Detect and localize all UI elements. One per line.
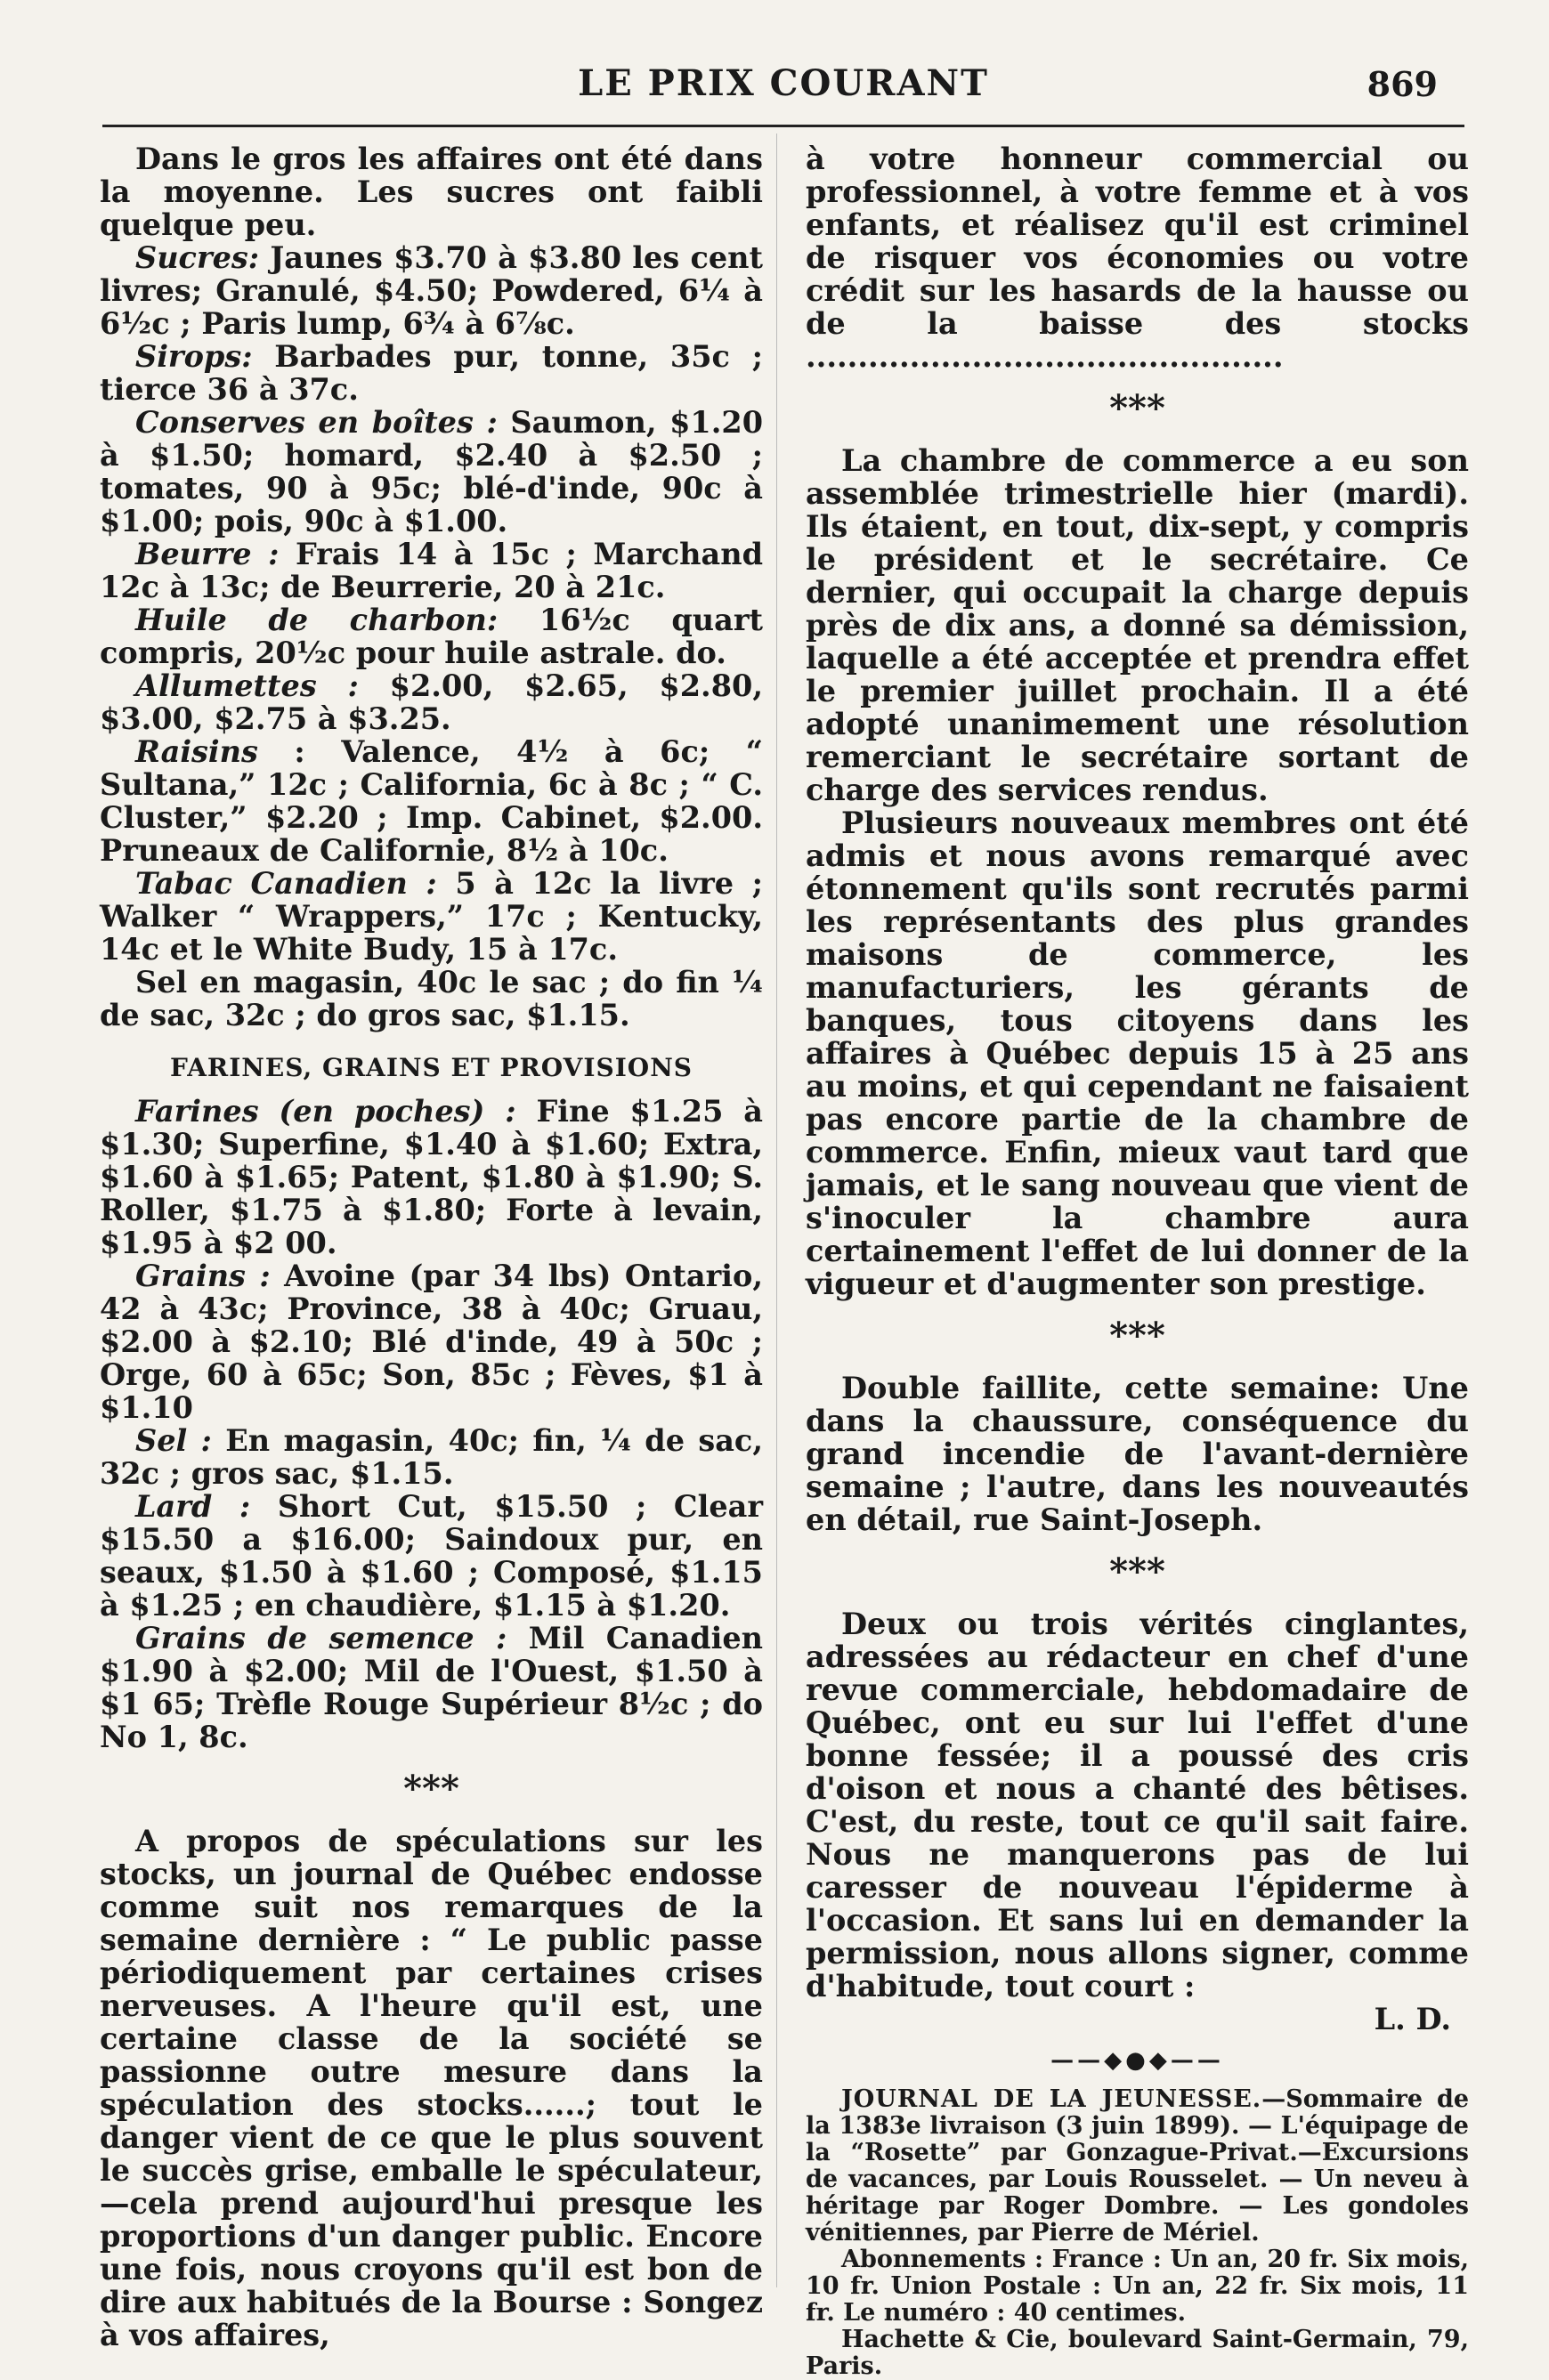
left-column — [100, 142, 763, 2352]
journal-text: —Sommaire de la 1383e livraison (3 juin 1899). — L'équipage de la “Rosette” par Gonzague-Privat.—Excursions de vacances, par Louis Rousselet. — Un neveu à héritage par Roger Dombre. — Les gondoles vénitiennes, par Pierre de Mériel. — [806, 2085, 1470, 2246]
subscriptions: Abonnements : France : Un an, 20 fr. Six mois, 10 fr. Union Postale : Un an, 22 fr. Six mois, 11 fr. Le numéro : 40 centimes. — [806, 2246, 1469, 2327]
price-text: Fine $1.25 à $1.30; Superfine, $1.40 à $1.60; Extra, $1.60 à $1.65; Patent, $1.80 à $1.90; S. Roller, $1.75 à $1.80; Forte à levain, $1.95 à $2 00. — [100, 1094, 763, 1260]
chambre-article: La chambre de commerce a eu son assemblée trimestrielle hier (mardi). Ils étaient, en tout, dix-sept, y compris le président et le secrétaire. Ce dernier, qui occupait la charge depuis près de dix ans, a donné sa démission, laquelle a été acceptée et prendra effet le premier juillet prochain. Il a été adopté unanimement une résolution remerciant le secrétaire sortant de charge des services rendus. — [806, 443, 1469, 807]
asterism: *** — [403, 1768, 459, 1809]
page-number: 869 — [1367, 64, 1438, 104]
price-label: Raisins — [135, 734, 258, 769]
price-text: 16½c quart compris, 20½c pour huile astrale. do. — [100, 603, 763, 670]
price-item — [100, 1490, 763, 1622]
speculation-continuation: à votre honneur commercial ou professionnel, à votre femme et à vos enfants, et réalisez qu'il est criminel de risquer vos économies ou votre crédit sur les hasards de la hausse ou de la baisse des stocks .............................................. — [806, 142, 1469, 374]
price-label: Sucres: — [135, 240, 260, 275]
price-label: Sel : — [135, 1423, 212, 1458]
price-text: Mil Canadien $1.90 à $2.00; Mil de l'Ouest, $1.50 à $1 65; Trèfle Rouge Supérieur 8½c ; do No 1, 8c. — [100, 1621, 763, 1754]
journal-notice — [806, 2086, 1469, 2380]
price-text: $2.00, $2.65, $2.80, $3.00, $2.75 à $3.25. — [100, 668, 763, 736]
journal-summary — [806, 2086, 1469, 2246]
price-item — [100, 603, 763, 669]
price-item — [100, 867, 763, 966]
asterism: *** — [1109, 1315, 1165, 1356]
price-item — [100, 406, 763, 538]
ornament-rule: ——◆●◆—— — [1050, 2047, 1224, 2074]
market-intro: Dans le gros les affaires ont été dans la moyenne. Les sucres ont faibli quelque peu. — [100, 142, 763, 242]
price-text: En magasin, 40c; fin, ¼ de sac, 32c ; gros sac, $1.15. — [100, 1423, 763, 1491]
price-text: Avoine (par 34 lbs) Ontario, 42 à 43c; Province, 38 à 40c; Gruau, $2.00 à $2.10; Blé d'inde, 49 à 50c ; Orge, 60 à 65c; Son, 85c ; Fèves, $1 à $1.10 — [100, 1259, 763, 1425]
price-item — [100, 1095, 763, 1259]
price-label: Allumettes : — [135, 668, 359, 703]
price-label: Tabac Canadien : — [135, 866, 437, 901]
column-divider — [776, 134, 777, 2287]
price-text: Saumon, $1.20 à $1.50; homard, $2.40 à $2.50 ; tomates, 90 à 95c; blé-d'inde, 90c à $1.00; pois, 90c à $1.00. — [100, 405, 764, 538]
price-item — [100, 1622, 763, 1753]
price-item — [100, 1424, 763, 1490]
price-label: Grains : — [135, 1259, 271, 1293]
price-item — [100, 735, 763, 867]
price-label: Sirops: — [135, 339, 253, 374]
asterism: *** — [1109, 387, 1165, 429]
price-label: Grains de semence : — [135, 1621, 507, 1655]
right-column — [806, 142, 1469, 2380]
price-item — [100, 538, 763, 603]
price-text: 5 à 12c la livre ; Walker “ Wrappers,” 17c ; Kentucky, 14c et le White Budy, 15 à 17c. — [100, 866, 763, 967]
price-text: Short Cut, $15.50 ; Clear $15.50 a $16.00; Saindoux pur, en seaux, $1.50 à $1.60 ; Composé, $1.15 à $1.25 ; en chaudière, $1.15 à $1.20. — [100, 1489, 763, 1623]
price-label: Beurre : — [135, 537, 280, 571]
price-item — [100, 241, 763, 340]
price-label: Huile de charbon: — [135, 603, 499, 637]
price-item — [100, 1259, 763, 1424]
price-text: Jaunes $3.70 à $3.80 les cent livres; Granulé, $4.50; Powdered, 6¼ à 6½c ; Paris lump, 6¾ à 6⅞c. — [100, 240, 763, 341]
asterism: *** — [1109, 1550, 1165, 1592]
price-label: Lard : — [135, 1489, 251, 1524]
price-item — [100, 340, 763, 406]
sel-item: Sel en magasin, 40c le sac ; do fin ¼ de sac, 32c ; do gros sac, $1.15. — [100, 965, 763, 1032]
speculation-article: A propos de spéculations sur les stocks, un journal de Québec endosse comme suit nos remarques de la semaine dernière : “ Le public passe périodiquement par certaines crises nerveuses. A l'heure qu'il est, une certaine classe de la société se passionne outre mesure dans la spéculation des stocks......; tout le danger vient de ce que le plus souvent le succès grise, emballe le spéculateur,—cela prend aujourd'hui presque les proportions d'un danger public. Encore une fois, nous croyons qu'il est bon de dire aux habitués de la Bourse : Songez à vos affaires, — [100, 1824, 763, 2352]
page-header — [102, 62, 1464, 125]
price-text: Barbades pur, tonne, 35c ; tierce 36 à 37c. — [100, 339, 763, 407]
page-title: LE PRIX COURANT — [578, 62, 989, 104]
verites-article: Deux ou trois vérités cinglantes, adressées au rédacteur en chef d'une revue commerciale, hebdomadaire de Québec, ont eu sur lui l'effet d'une bonne fessée; il a poussé des cris d'oison et nous a chanté des bêtises. C'est, du reste, tout ce qu'il sait faire. Nous ne manquerons pas de lui caresser de nouveau l'épiderme à l'occasion. Et sans lui en demander la permission, nous allons signer, comme d'habitude, tout court : — [806, 1607, 1469, 2004]
price-text: Frais 14 à 15c ; Marchand 12c à 13c; de Beurrerie, 20 à 21c. — [100, 537, 763, 604]
faillite-article: Double faillite, cette semaine: Une dans la chaussure, conséquence du grand incendie de l'avant-dernière semaine ; l'autre, dans les nouveautés en détail, rue Saint-Joseph. — [806, 1371, 1469, 1537]
section-heading: FARINES, GRAINS ET PROVISIONS — [169, 1053, 693, 1082]
header-rule — [102, 125, 1464, 127]
journal-heading: JOURNAL DE LA JEUNESSE. — [841, 2085, 1262, 2113]
price-label: Farines (en poches) : — [135, 1094, 516, 1129]
price-item — [100, 669, 763, 735]
membres-article: Plusieurs nouveaux membres ont été admis et nous avons remarqué avec étonnement qu'ils sont recrutés parmi les représentants des plus grandes maisons de commerce, les manufacturiers, les gérants de banques, tous citoyens dans les affaires à Québec depuis 15 à 25 ans au moins, et qui cependant ne faisaient pas encore partie de la chambre de commerce. Enfin, mieux vaut tard que jamais, et le sang nouveau que vient de s'inoculer la chambre aura certainement l'effet de lui donner de la vigueur et d'augmenter son prestige. — [806, 805, 1469, 1301]
price-label: Conserves en boîtes : — [135, 405, 498, 440]
signature: L. D. — [1374, 2002, 1451, 2036]
price-text: : Valence, 4½ à 6c; “ Sultana,” 12c ; California, 6c à 8c ; “ C. Cluster,” $2.20 ; Imp. Cabinet, $2.00. Pruneaux de Californie, 8½ à 10c. — [100, 734, 763, 868]
publisher: Hachette & Cie, boulevard Saint-Germain, 79, Paris. — [806, 2326, 1469, 2380]
